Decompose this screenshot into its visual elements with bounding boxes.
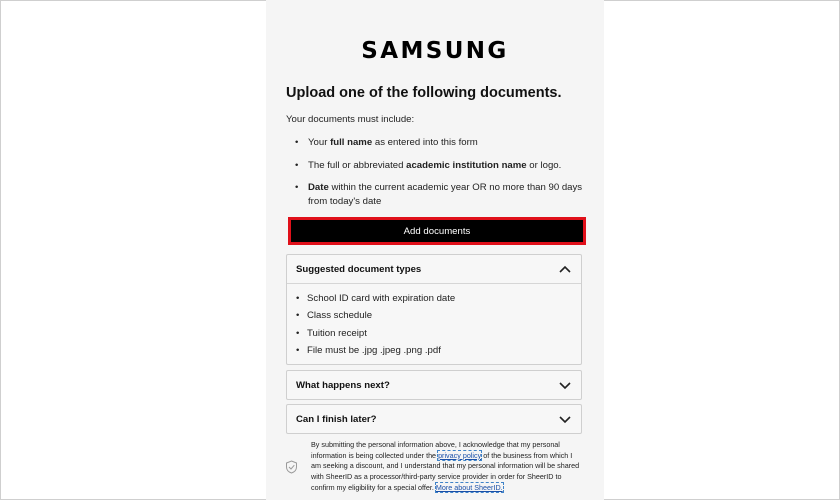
more-about-sheerid-link[interactable]: More about SheerID.: [435, 482, 503, 492]
requirement-institution-name: • The full or abbreviated academic institution name or logo.: [295, 159, 595, 181]
what-happens-next-accordion: [286, 370, 582, 400]
document-types-list: [287, 292, 581, 361]
add-documents-button[interactable]: Add documents: [288, 217, 586, 245]
suggested-document-types-panel: [287, 283, 581, 361]
verification-panel: [266, 0, 604, 500]
what-happens-next-toggle[interactable]: [287, 371, 581, 399]
requirement-full-name: • Your full name as entered into this form: [295, 136, 595, 159]
list-item: • Tuition receipt: [296, 327, 581, 344]
consent-disclaimer: By submitting the personal information above, I acknowledge that my personal information is being collected under the privacy policy of the business from which I am seeking a discount, and I understand that my personal information will be shared with SheerID as a processor/third-party service provider in order for SheerID to confirm my eligibility for a special offer. More about SheerID.: [311, 440, 580, 492]
chevron-down-icon: [558, 414, 572, 424]
chevron-up-icon: [558, 264, 572, 274]
accordion-title: What happens next?: [296, 379, 390, 391]
samsung-logo: SAMSUNG: [361, 38, 509, 64]
shield-check-icon: [285, 460, 298, 474]
chevron-down-icon: [558, 380, 572, 390]
list-item: • Class schedule: [296, 309, 581, 326]
list-item: • File must be .jpg .jpeg .png .pdf: [296, 344, 581, 361]
accordion-title: Suggested document types: [296, 263, 422, 275]
requirements-list: [295, 136, 595, 208]
suggested-document-types-toggle[interactable]: [287, 255, 581, 283]
privacy-policy-link[interactable]: privacy policy: [438, 450, 482, 460]
requirement-date: • Date within the current academic year OR no more than 90 days from today's date: [295, 181, 595, 208]
can-i-finish-later-accordion: [286, 404, 582, 434]
accordion-title: Can I finish later?: [296, 413, 377, 425]
suggested-document-types-accordion: [286, 254, 582, 365]
list-item: • School ID card with expiration date: [296, 292, 581, 309]
can-i-finish-later-toggle[interactable]: [287, 405, 581, 433]
requirements-intro: Your documents must include:: [286, 114, 415, 125]
page-title: Upload one of the following documents.: [286, 85, 562, 101]
